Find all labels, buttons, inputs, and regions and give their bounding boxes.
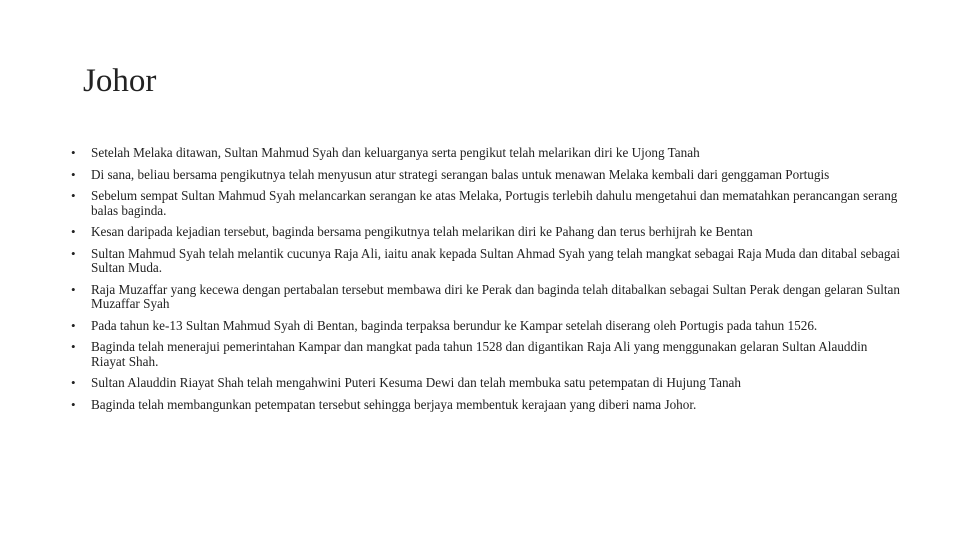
bullet-point-icon: • (71, 224, 76, 239)
bullet-text: Setelah Melaka ditawan, Sultan Mahmud Syah dan keluarganya serta pengikut telah melarikan diri ke Ujong Tanah (91, 145, 700, 160)
bullet-item (70, 376, 900, 391)
bullet-item (70, 283, 900, 312)
bullet-text: Pada tahun ke-13 Sultan Mahmud Syah di Bentan, baginda terpaksa berundur ke Kampar setelah diserang oleh Portugis pada tahun 1526. (91, 317, 818, 333)
bullet-point-icon: • (71, 317, 76, 333)
bullet-point-icon: • (71, 245, 76, 261)
bullet-item (70, 225, 900, 240)
bullet-point-icon: • (71, 396, 76, 412)
bullet-point-icon: • (71, 145, 76, 160)
bullet-point-icon: • (71, 281, 76, 297)
bullet-text: Sultan Alauddin Riayat Shah telah mengahwini Puteri Kesuma Dewi dan telah membuka satu petempatan di Hujung Tanah (91, 375, 742, 390)
bullet-item (70, 189, 900, 218)
bullet-item (70, 340, 900, 369)
bullet-point-icon: • (71, 166, 76, 182)
bullet-text: Sultan Mahmud Syah telah melantik cucunya Raja Ali, iaitu anak kepada Sultan Ahmad Syah yang telah mangkat sebagai Raja Muda dan ditabal sebagai Sultan Muda. (91, 245, 900, 275)
bullet-text: Baginda telah membangunkan petempatan tersebut sehingga berjaya membentuk kerajaan yang diberi nama Johor. (91, 396, 697, 412)
bullet-point-icon: • (71, 339, 76, 354)
bullet-item (70, 398, 900, 413)
bullet-item (70, 168, 900, 183)
bullet-text: Kesan daripada kejadian tersebut, baginda bersama pengikutnya telah melarikan diri ke Pahang dan terus berhijrah ke Bentan (91, 224, 753, 239)
bullet-list (70, 146, 900, 419)
bullet-item (70, 146, 900, 161)
bullet-point-icon: • (71, 375, 76, 390)
slide-title: Johor (83, 63, 157, 99)
bullet-text: Baginda telah menerajui pemerintahan Kampar dan mangkat pada tahun 1528 dan digantikan Raja Ali yang menggunakan gelaran Sultan Alauddin Riayat Shah. (91, 339, 868, 369)
bullet-item (70, 247, 900, 276)
bullet-text: Raja Muzaffar yang kecewa dengan pertabalan tersebut membawa diri ke Perak dan baginda telah ditabalkan sebagai Sultan Perak dengan gelaran Sultan Muzaffar Syah (91, 281, 901, 311)
bullet-text: Di sana, beliau bersama pengikutnya telah menyusun atur strategi serangan balas untuk menawan Melaka kembali dari genggaman Portugis (91, 166, 830, 182)
bullet-point-icon: • (71, 188, 76, 203)
bullet-text: Sebelum sempat Sultan Mahmud Syah melancarkan serangan ke atas Melaka, Portugis terlebih dahulu mengetahui dan mematahkan perancangan serang balas baginda. (91, 188, 898, 218)
bullet-item (70, 319, 900, 334)
